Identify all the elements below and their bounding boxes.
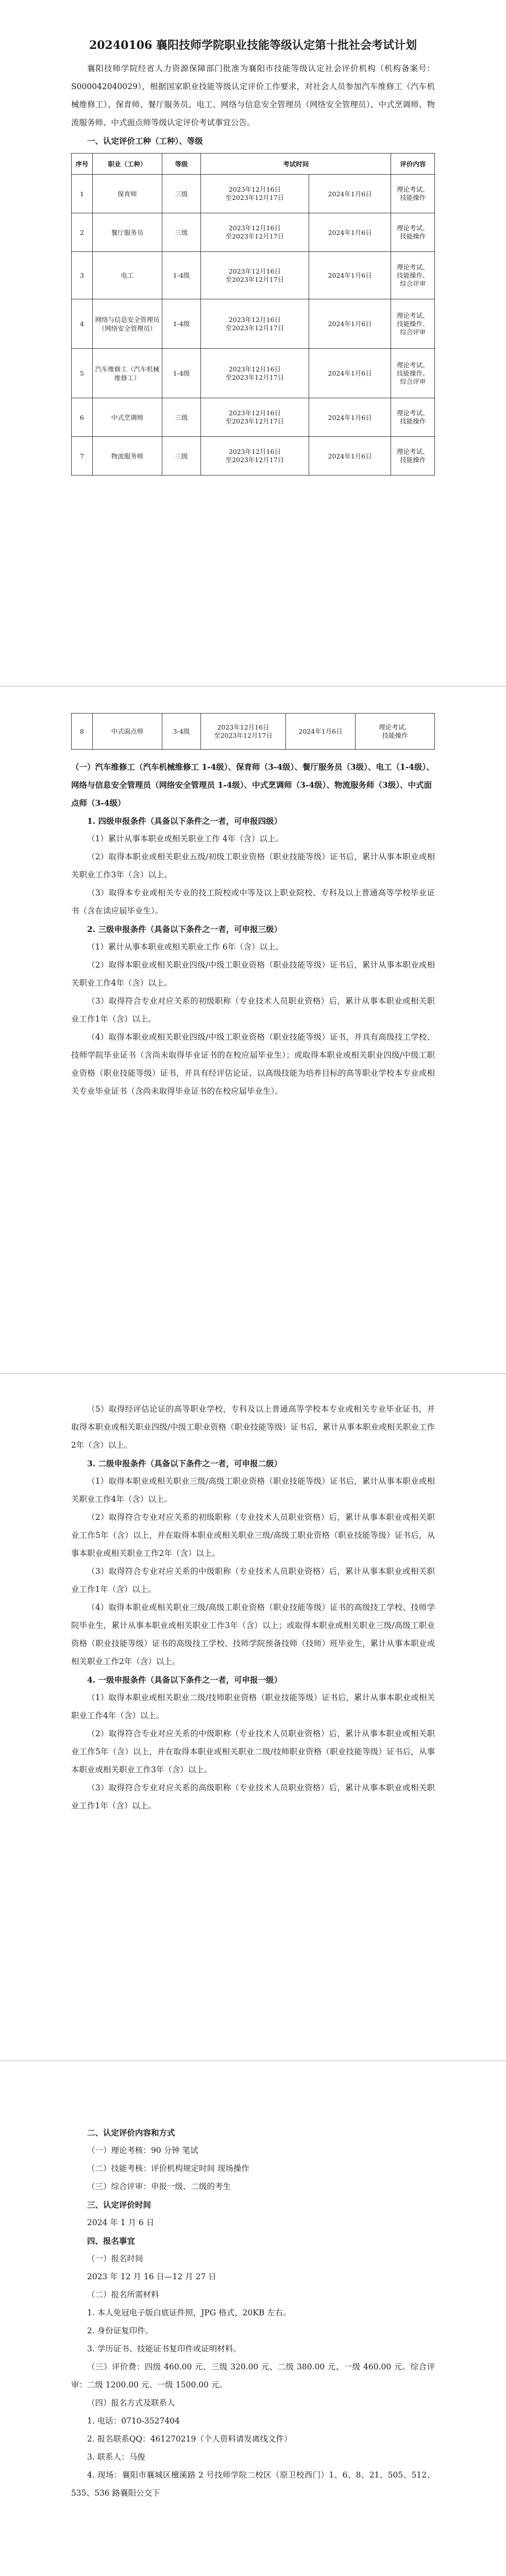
table-header: 考试时间 bbox=[201, 154, 391, 175]
time-line: 2023年12月16日 bbox=[228, 315, 281, 324]
cell-exam-date: 2024年1月6日 bbox=[309, 398, 391, 437]
info-line: 2023 年 12 月 16 日—12 月 27 日 bbox=[87, 2272, 216, 2281]
time-line: 2023年12月16日 bbox=[228, 267, 281, 275]
cell-content bbox=[356, 714, 435, 750]
content-line: 技能操作、 bbox=[396, 319, 429, 328]
cell-level: 三级 bbox=[162, 213, 201, 252]
cell-no: 6 bbox=[72, 398, 93, 437]
content-line: 技能操作 bbox=[400, 456, 426, 464]
table-row bbox=[72, 349, 435, 398]
info-line: （一）理论考核：90 分钟 笔试 bbox=[87, 2146, 198, 2155]
content-line: 技能操作 bbox=[400, 194, 426, 201]
level-heading: 3. 二级申报条件（具备以下条件之一者，可申报二级） bbox=[87, 1459, 282, 1468]
cell-no: 3 bbox=[72, 252, 93, 299]
contact-line: 3. 联系人：马俊 bbox=[87, 2452, 145, 2462]
cell-level: 三级 bbox=[162, 437, 201, 476]
condition-item: （2）取得符合专业对应关系的中级职称（专业技术人员职业资格）后，累计从事本职业或相关职业工作5年（含）以上，并在取得本职业或相关职业二级/技师职业资格（职业技能等级）证书后，从事本职业或相关职业工作3年（含）以上。 bbox=[71, 1729, 435, 1774]
info-line: （二）技能考核：评价机构规定时间 现场操作 bbox=[87, 2164, 249, 2173]
time-line: 至2023年12月17日 bbox=[214, 731, 273, 739]
cell-time bbox=[201, 213, 309, 252]
content-line: 理论考试、 bbox=[396, 448, 429, 455]
cell-time bbox=[201, 252, 309, 299]
table-row bbox=[72, 175, 435, 213]
time-line: 2023年12月16日 bbox=[217, 723, 269, 731]
condition-item: （1）取得本职业或相关职业二级/技师职业资格（职业技能等级）证书后，累计从事本职业或相关职业工作4年（含）以上。 bbox=[71, 1693, 435, 1720]
content-line: 技能操作 bbox=[382, 731, 408, 739]
section-heading: 一、认定评价工种（工种）、等级 bbox=[87, 136, 203, 146]
cell-time bbox=[201, 714, 286, 750]
table-header-row bbox=[72, 154, 435, 175]
section-heading: 四、报名事宜 bbox=[87, 2236, 136, 2246]
info-line: （四）报名方式及联系人 bbox=[87, 2398, 175, 2408]
cell-content bbox=[391, 175, 435, 213]
condition-item: （3）取得符合专业对应关系的高级职称（专业技术人员职业资格）后，累计从事本职业或相关职业工作1年（含）以上。 bbox=[71, 1783, 435, 1810]
info-line: （三）综合评审：申报一级、二级的考生 bbox=[87, 2182, 231, 2191]
time-line: 至2023年12月17日 bbox=[225, 417, 284, 425]
intro-paragraph: 襄阳技师学院经省人力资源保障部门批准为襄阳市技能等级认定社会评价机构（机构备案号：S000042040029），根据国家职业技能等级认定评价工作要求，对社会人员参加汽车维修工（汽车机械维修工）、保育师、餐厅服务员、电工、网络与信息安全管理员（网络安全管理员）、中式烹调师、物流服务师、中式面点师等级认定评价考试事宜公告。 bbox=[71, 64, 435, 127]
cell-time bbox=[201, 398, 309, 437]
cell-time bbox=[201, 349, 309, 398]
cell-job: 保育师 bbox=[93, 175, 162, 213]
section-heading: 三、认定评价时间 bbox=[87, 2200, 151, 2210]
table-header: 评价内容 bbox=[391, 154, 435, 175]
condition-item: （4）取得本职业或相关职业三级/高级工职业资格（职业技能等级）证书的高级技工学校、技师学院毕业生，累计从事本职业或相关职业工作3年（含）以上；或取得本职业或相关职业三级/高级工职业资格（职业技能等级）证书的高级技工学校、技师学院预备技师（技师）班毕业生，累计从事本职业或相关职业工作2年（含）以上。 bbox=[71, 1603, 435, 1666]
level-heading: 2. 三级申报条件（具备以下条件之一者，可申报三级） bbox=[87, 924, 282, 934]
cell-level: 1-4级 bbox=[162, 349, 201, 398]
table-row bbox=[72, 398, 435, 437]
time-line: 至2023年12月17日 bbox=[225, 232, 284, 240]
cell-level: 三级 bbox=[162, 398, 201, 437]
table-row bbox=[72, 213, 435, 252]
cell-content bbox=[391, 398, 435, 437]
level-heading: 1. 四级申报条件（具备以下条件之一者，可申报四级） bbox=[87, 816, 282, 826]
section-heading: 二、认定评价内容和方式 bbox=[87, 2128, 175, 2138]
condition-item: （3）取得符合专业对应关系的中级职称（专业技术人员职业资格）后，累计从事本职业或相关职业工作1年（含）以上。 bbox=[71, 1567, 435, 1594]
cell-level: 1-4级 bbox=[162, 252, 201, 299]
content-line: 理论考试、 bbox=[396, 185, 429, 193]
time-line: 2023年12月16日 bbox=[228, 185, 281, 193]
condition-item: （5）取得经评估论证的高等职业学校，专科及以上普通高等学校本专业或相关专业毕业证书，并取得本职业或相关职业四级/中级工职业资格（职业技能等级）证书后，累计从事本职业或相关职业工作2年（含）以上。 bbox=[71, 1404, 435, 1450]
document-page-3 bbox=[0, 1375, 506, 2060]
info-line: 2. 身份证复印件。 bbox=[87, 2326, 154, 2335]
address-paragraph: 4. 现场：襄阳市襄城区檀溪路 2 号技师学院二校区（原卫校西门）1、6、8、21、505、512、535、536 路襄阳公交下 bbox=[71, 2470, 435, 2498]
cell-no: 4 bbox=[72, 299, 93, 349]
cell-no: 8 bbox=[72, 714, 93, 750]
condition-item: （1）累计从事本职业或相关职业工作 6年（含）以上。 bbox=[87, 942, 284, 952]
content-line: 技能操作、 bbox=[396, 369, 429, 377]
cell-content bbox=[391, 299, 435, 349]
cell-content bbox=[391, 349, 435, 398]
cell-exam-date: 2024年1月6日 bbox=[309, 349, 391, 398]
condition-item: （1）累计从事本职业或相关职业工作 4年（含）以上。 bbox=[87, 834, 284, 843]
time-line: 2023年12月16日 bbox=[228, 365, 281, 373]
condition-item: （4）取得本职业或相关职业四级/中级工职业资格（职业技能等级）证书，并具有高级技工学校、技师学院毕业证书（含尚未取得毕业证书的在校应届毕业生）；或取得本职业或相关职业四级/中级工职业资格（职业技能等级）证书，并具有经评估论证、以高级技能为培养目标的高等职业学校本专业或相关专业毕业证书（含尚未取得毕业证书的在校应届毕业生）。 bbox=[71, 1032, 435, 1096]
document-title: 20240106 襄阳技师学院职业技能等级认定第十批社会考试计划 bbox=[89, 39, 417, 52]
document-page-1 bbox=[0, 0, 506, 685]
info-line: 2024 年 1 月 6 日 bbox=[87, 2218, 155, 2227]
time-line: 2023年12月16日 bbox=[228, 448, 281, 455]
cell-content bbox=[391, 437, 435, 476]
condition-item: （3）取得符合专业对应关系的初级职称（专业技术人员职业资格）后，累计从事本职业或相关职业工作1年（含）以上。 bbox=[71, 996, 435, 1024]
time-line: 至2023年12月17日 bbox=[225, 194, 284, 201]
time-line: 至2023年12月17日 bbox=[225, 456, 284, 464]
table-row bbox=[72, 252, 435, 299]
fee-paragraph: （三）评价费：四级 460.00 元、三级 320.00 元、二级 380.00 元、一级 460.00 元。综合评审：二级 1200.00 元、一级 1500.00 元。 bbox=[71, 2362, 435, 2389]
cell-exam-date: 2024年1月6日 bbox=[286, 714, 356, 750]
condition-item: （1）取得本职业或相关职业三级/高级工职业资格（职业技能等级）证书后，累计从事本职业或相关职业工作4年（含）以上。 bbox=[71, 1477, 435, 1504]
time-line: 至2023年12月17日 bbox=[225, 324, 284, 332]
table-row bbox=[72, 714, 435, 750]
cell-time bbox=[201, 299, 309, 349]
cell-job: 物流服务师 bbox=[93, 437, 162, 476]
content-line: 综合评审 bbox=[400, 279, 426, 287]
cell-content bbox=[391, 213, 435, 252]
table-header: 职业（工种） bbox=[93, 154, 162, 175]
time-line: 至2023年12月17日 bbox=[225, 275, 284, 283]
qq-line: 2. 报名联系QQ：461270219（个人资料请发离线文件） bbox=[87, 2434, 292, 2444]
cell-exam-date: 2024年1月6日 bbox=[309, 175, 391, 213]
cell-time bbox=[201, 175, 309, 213]
phone-line: 1. 电话：0710-3527404 bbox=[87, 2416, 180, 2426]
cell-no: 5 bbox=[72, 349, 93, 398]
table-header: 序号 bbox=[72, 154, 93, 175]
cell-job: 网络与信息安全管理员（网络安全管理员） bbox=[93, 299, 162, 349]
time-line: 2023年12月16日 bbox=[228, 224, 281, 232]
document-page-2 bbox=[0, 687, 506, 1372]
cell-level: 1-4级 bbox=[162, 299, 201, 349]
cell-no: 7 bbox=[72, 437, 93, 476]
cell-time bbox=[201, 437, 309, 476]
info-line: （一）报名时间 bbox=[87, 2254, 143, 2263]
info-line: 1. 本人免冠电子版白底证件照，JPG 格式，20KB 左右。 bbox=[87, 2308, 291, 2317]
content-line: 理论考试、 bbox=[379, 723, 411, 731]
cell-level: 三级 bbox=[162, 175, 201, 213]
cell-level: 3-4级 bbox=[162, 714, 201, 750]
cell-exam-date: 2024年1月6日 bbox=[309, 437, 391, 476]
content-line: 技能操作 bbox=[400, 232, 426, 240]
content-line: 技能操作 bbox=[400, 417, 426, 425]
content-line: 综合评审 bbox=[400, 328, 426, 336]
content-line: 综合评审 bbox=[400, 377, 426, 385]
cell-job: 中式烹调师 bbox=[93, 398, 162, 437]
table-row bbox=[72, 437, 435, 476]
page-divider bbox=[0, 686, 506, 687]
cell-exam-date: 2024年1月6日 bbox=[309, 252, 391, 299]
cell-no: 2 bbox=[72, 213, 93, 252]
time-line: 2023年12月16日 bbox=[228, 409, 281, 417]
info-line: （二）报名所需材料 bbox=[87, 2290, 159, 2299]
cell-content bbox=[391, 252, 435, 299]
content-line: 理论考试、 bbox=[396, 263, 429, 271]
cell-job: 电工 bbox=[93, 252, 162, 299]
content-line: 理论考试、 bbox=[396, 361, 429, 369]
condition-item: （2）取得符合专业对应关系的初级职称（专业技术人员职业资格）后，累计从事本职业或相关职业工作5年（含）以上，并在取得本职业或相关职业三级/高级工职业资格（职业技能等级）证书后，从事本职业或相关职业工作2年（含）以上。 bbox=[71, 1513, 435, 1558]
page-divider bbox=[0, 2060, 506, 2061]
cell-no: 1 bbox=[72, 175, 93, 213]
content-line: 理论考试、 bbox=[396, 409, 429, 417]
condition-item: （2）取得本职业或相关职业四级/中级工职业资格（职业技能等级）证书后，累计从事本职业或相关职业工作4年（含）以上。 bbox=[71, 960, 435, 988]
table-row bbox=[72, 299, 435, 349]
info-line: 3. 学历证书、技能证书复印件或证明材料。 bbox=[87, 2344, 241, 2353]
schedule-table bbox=[71, 153, 435, 476]
content-line: 技能操作、 bbox=[396, 271, 429, 279]
content-line: 理论考试、 bbox=[396, 224, 429, 232]
document-page-4 bbox=[0, 2062, 506, 2576]
content-line: 理论考试、 bbox=[396, 311, 429, 319]
cell-exam-date: 2024年1月6日 bbox=[309, 213, 391, 252]
schedule-table-continued bbox=[71, 713, 435, 750]
cell-job: 汽车维修工（汽车机械维修工） bbox=[93, 349, 162, 398]
category-heading: （一）汽车维修工（汽车机械维修工 1-4级）、保育师（3-4级）、餐厅服务员（3级）、电工（1-4级）、网络与信息安全管理员（网络安全管理员 1-4级）、中式烹调师（3-4级）、物流服务师（3级）、中式面点师（3-4级） bbox=[71, 762, 434, 808]
time-line: 至2023年12月17日 bbox=[225, 373, 284, 381]
condition-item: （2）取得本职业或相关职业五级/初级工职业资格（职业技能等级）证书后，累计从事本职业或相关职业工作3年（含）以上。 bbox=[71, 852, 435, 879]
page-divider bbox=[0, 1373, 506, 1374]
cell-job: 中式面点师 bbox=[93, 714, 162, 750]
cell-job: 餐厅服务员 bbox=[93, 213, 162, 252]
table-header: 等级 bbox=[162, 154, 201, 175]
level-heading: 4. 一级申报条件（具备以下条件之一者，可申报一级） bbox=[87, 1675, 282, 1685]
condition-item: （3）取得本专业或相关专业的技工院校或中等及以上职业院校、专科及以上普通高等学校毕业证书（含在读应届毕业生）。 bbox=[71, 888, 435, 916]
cell-exam-date: 2024年1月6日 bbox=[309, 299, 391, 349]
